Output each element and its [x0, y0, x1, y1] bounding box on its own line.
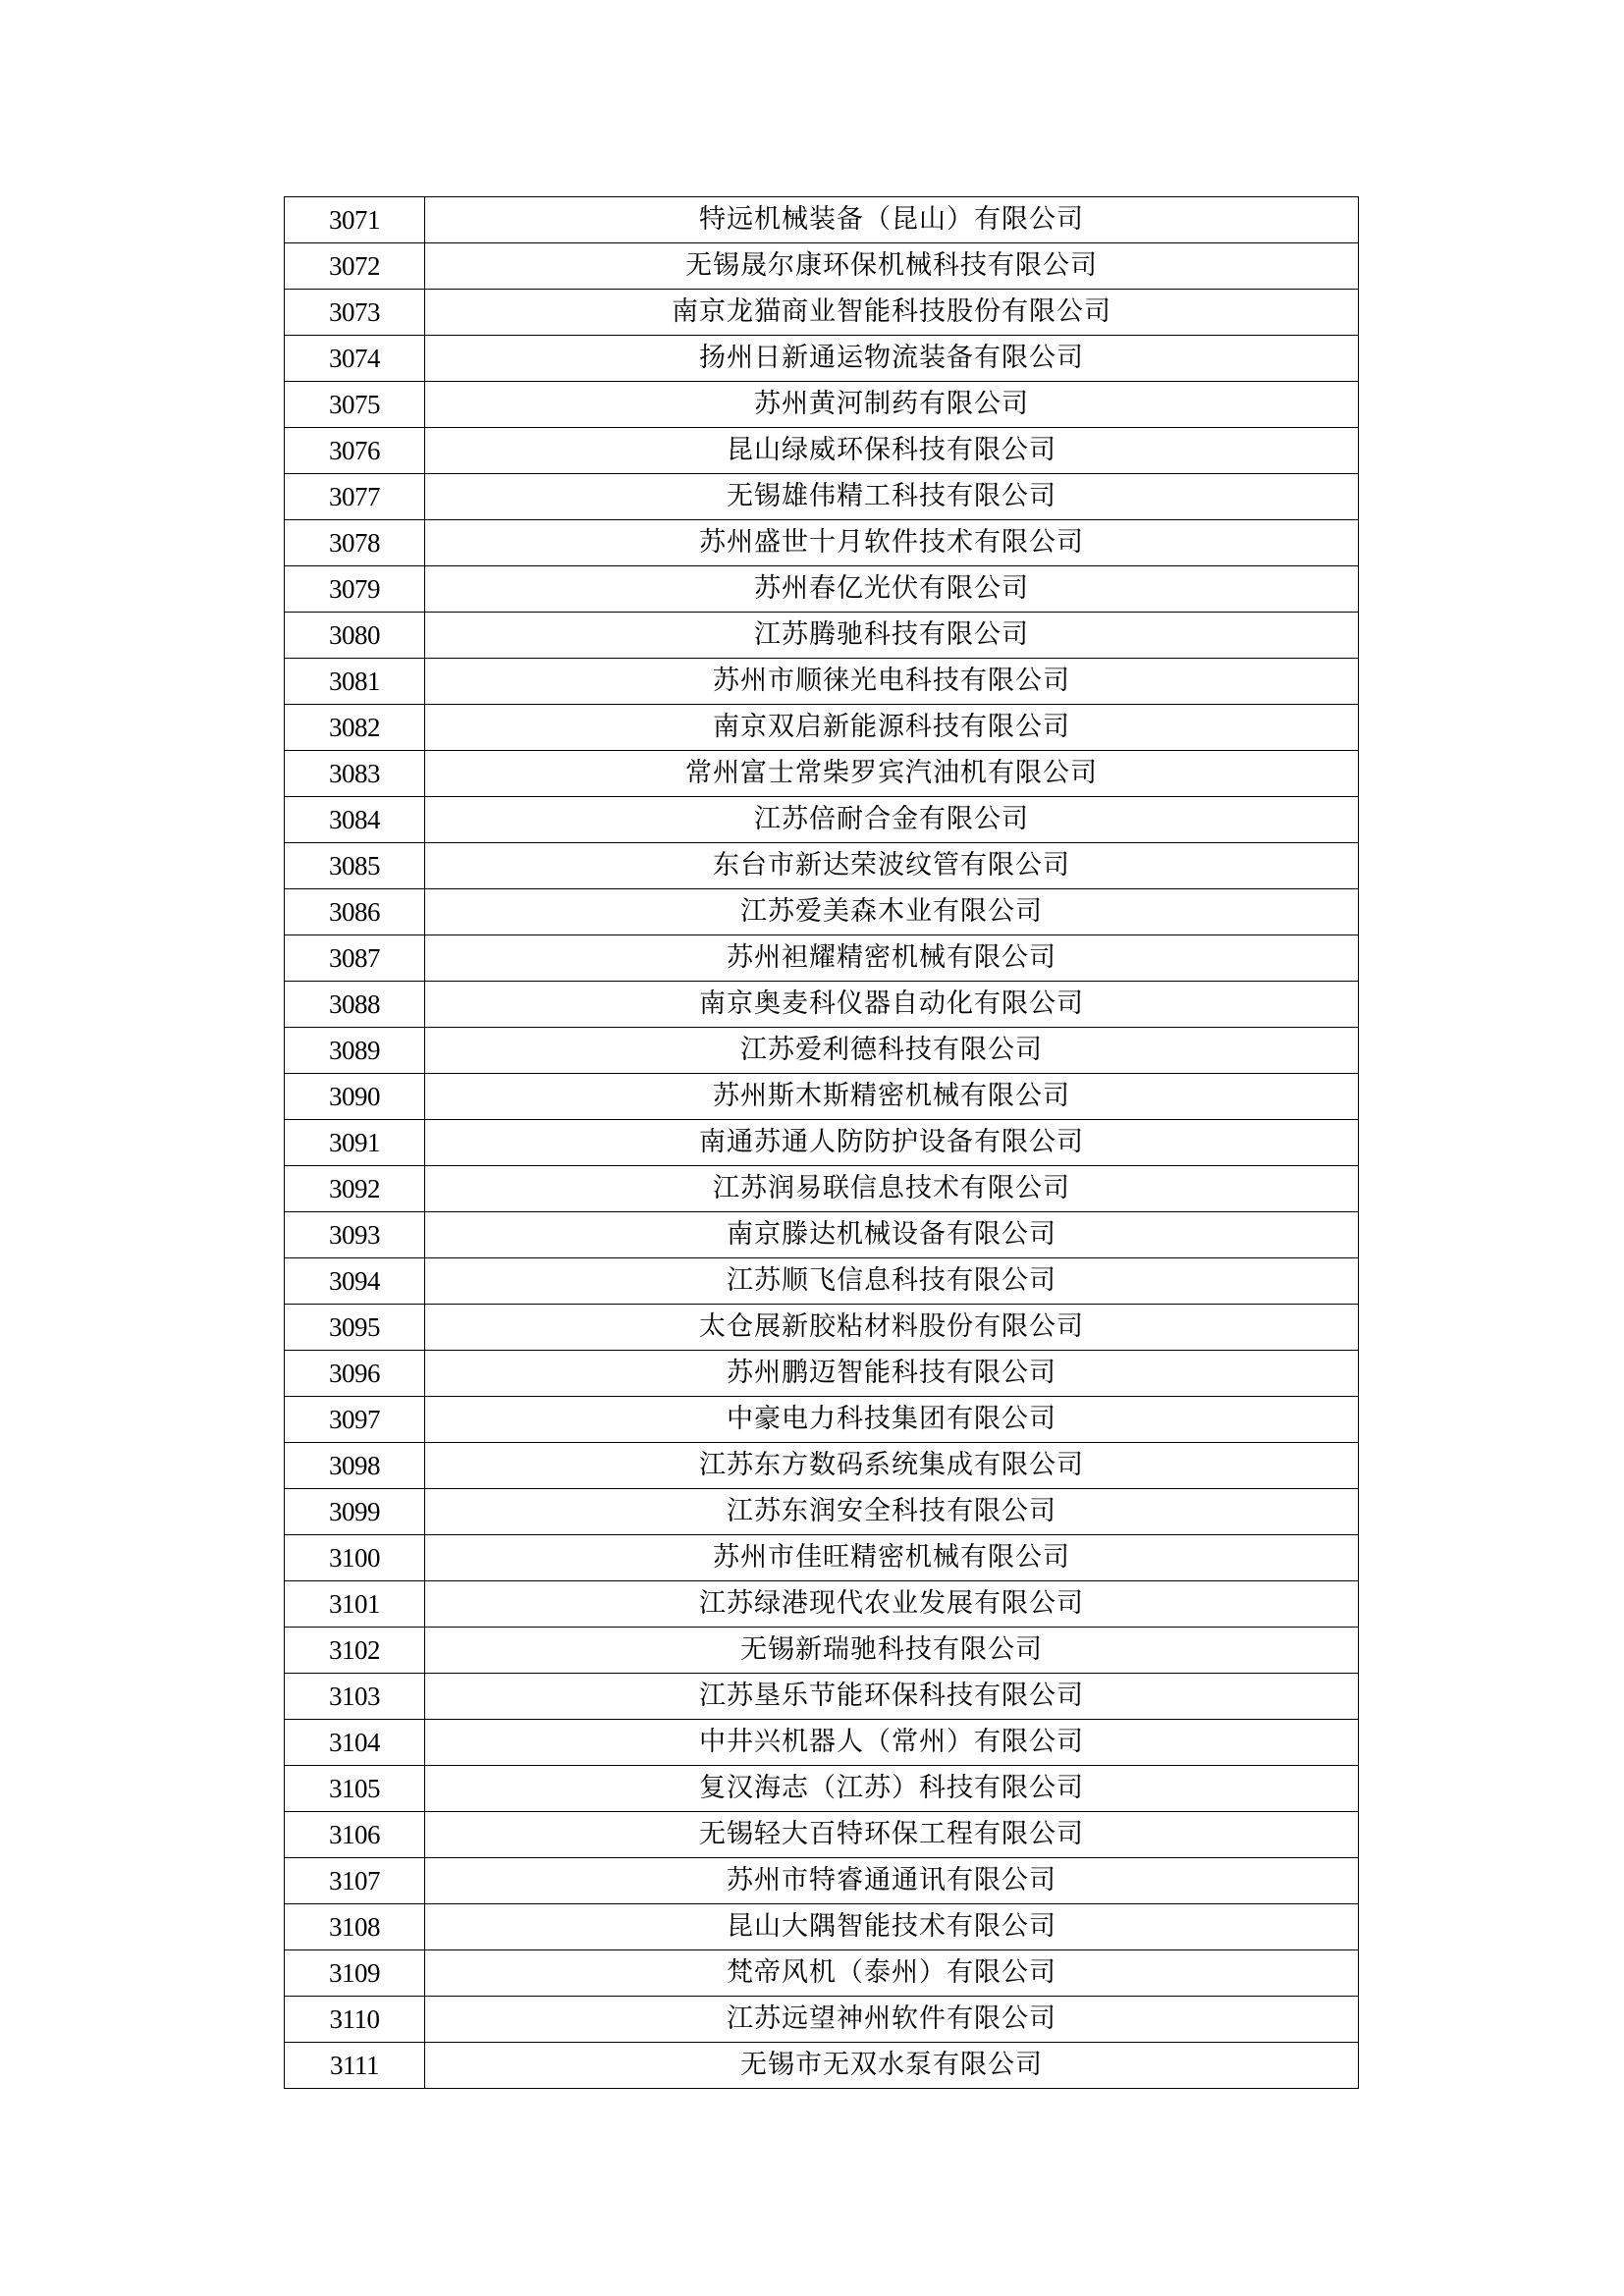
row-number: 3077	[285, 474, 425, 520]
table-row	[285, 566, 1359, 613]
company-name: 特远机械装备（昆山）有限公司	[425, 197, 1359, 243]
table-row	[285, 1904, 1359, 1950]
row-number: 3100	[285, 1535, 425, 1581]
table-row	[285, 1766, 1359, 1812]
table-row	[285, 1351, 1359, 1397]
table-row	[285, 1812, 1359, 1858]
company-name: 江苏爱利德科技有限公司	[425, 1028, 1359, 1074]
row-number: 3088	[285, 982, 425, 1028]
table-row	[285, 797, 1359, 843]
row-number: 3102	[285, 1628, 425, 1674]
company-name: 江苏倍耐合金有限公司	[425, 797, 1359, 843]
row-number: 3105	[285, 1766, 425, 1812]
row-number: 3094	[285, 1258, 425, 1305]
company-name: 江苏顺飞信息科技有限公司	[425, 1258, 1359, 1305]
table-row	[285, 1258, 1359, 1305]
company-name: 江苏绿港现代农业发展有限公司	[425, 1581, 1359, 1628]
row-number: 3074	[285, 336, 425, 382]
table-row	[285, 1628, 1359, 1674]
company-name: 江苏垦乐节能环保科技有限公司	[425, 1674, 1359, 1720]
row-number: 3104	[285, 1720, 425, 1766]
company-name: 苏州盛世十月软件技术有限公司	[425, 520, 1359, 566]
table-row	[285, 751, 1359, 797]
company-name: 复汉海志（江苏）科技有限公司	[425, 1766, 1359, 1812]
company-name: 苏州斯木斯精密机械有限公司	[425, 1074, 1359, 1120]
company-name: 无锡新瑞驰科技有限公司	[425, 1628, 1359, 1674]
table-row	[285, 197, 1359, 243]
table-row	[285, 290, 1359, 336]
company-name: 南京龙猫商业智能科技股份有限公司	[425, 290, 1359, 336]
table-row	[285, 1074, 1359, 1120]
row-number: 3076	[285, 428, 425, 474]
table-row	[285, 1212, 1359, 1258]
row-number: 3072	[285, 243, 425, 290]
table-row	[285, 889, 1359, 935]
row-number: 3071	[285, 197, 425, 243]
table-row	[285, 1120, 1359, 1166]
company-name: 无锡轻大百特环保工程有限公司	[425, 1812, 1359, 1858]
table-row	[285, 1997, 1359, 2043]
table-row	[285, 428, 1359, 474]
company-name: 东台市新达荣波纹管有限公司	[425, 843, 1359, 889]
row-number: 3082	[285, 705, 425, 751]
row-number: 3073	[285, 290, 425, 336]
company-name: 常州富士常柴罗宾汽油机有限公司	[425, 751, 1359, 797]
company-name: 苏州市特睿通通讯有限公司	[425, 1858, 1359, 1904]
table-body	[285, 197, 1359, 2089]
row-number: 3110	[285, 1997, 425, 2043]
company-name: 苏州春亿光伏有限公司	[425, 566, 1359, 613]
company-name: 昆山大隅智能技术有限公司	[425, 1904, 1359, 1950]
company-name: 无锡市无双水泵有限公司	[425, 2043, 1359, 2089]
row-number: 3091	[285, 1120, 425, 1166]
table-row	[285, 659, 1359, 705]
row-number: 3089	[285, 1028, 425, 1074]
row-number: 3111	[285, 2043, 425, 2089]
row-number: 3085	[285, 843, 425, 889]
company-name: 中豪电力科技集团有限公司	[425, 1397, 1359, 1443]
row-number: 3081	[285, 659, 425, 705]
table-row	[285, 1443, 1359, 1489]
company-name: 江苏腾驰科技有限公司	[425, 613, 1359, 659]
row-number: 3098	[285, 1443, 425, 1489]
row-number: 3095	[285, 1305, 425, 1351]
company-name: 江苏润易联信息技术有限公司	[425, 1166, 1359, 1212]
table-row	[285, 1489, 1359, 1535]
table-row	[285, 705, 1359, 751]
row-number: 3108	[285, 1904, 425, 1950]
table-row	[285, 1305, 1359, 1351]
row-number: 3087	[285, 935, 425, 982]
table-row	[285, 1028, 1359, 1074]
company-name: 南京双启新能源科技有限公司	[425, 705, 1359, 751]
company-name: 无锡晟尔康环保机械科技有限公司	[425, 243, 1359, 290]
company-name: 太仓展新胶粘材料股份有限公司	[425, 1305, 1359, 1351]
company-name: 南通苏通人防防护设备有限公司	[425, 1120, 1359, 1166]
company-name: 苏州袒耀精密机械有限公司	[425, 935, 1359, 982]
row-number: 3078	[285, 520, 425, 566]
table-row	[285, 1166, 1359, 1212]
company-name: 江苏远望神州软件有限公司	[425, 1997, 1359, 2043]
row-number: 3090	[285, 1074, 425, 1120]
company-name: 中井兴机器人（常州）有限公司	[425, 1720, 1359, 1766]
row-number: 3103	[285, 1674, 425, 1720]
row-number: 3093	[285, 1212, 425, 1258]
table-row	[285, 982, 1359, 1028]
company-name: 南京滕达机械设备有限公司	[425, 1212, 1359, 1258]
row-number: 3080	[285, 613, 425, 659]
row-number: 3084	[285, 797, 425, 843]
table-row	[285, 935, 1359, 982]
table-row	[285, 382, 1359, 428]
row-number: 3086	[285, 889, 425, 935]
company-name: 昆山绿威环保科技有限公司	[425, 428, 1359, 474]
table-row	[285, 1397, 1359, 1443]
company-name: 江苏东润安全科技有限公司	[425, 1489, 1359, 1535]
row-number: 3109	[285, 1950, 425, 1997]
table-row	[285, 1674, 1359, 1720]
company-name: 南京奥麦科仪器自动化有限公司	[425, 982, 1359, 1028]
company-name: 江苏东方数码系统集成有限公司	[425, 1443, 1359, 1489]
table-row	[285, 1535, 1359, 1581]
row-number: 3096	[285, 1351, 425, 1397]
table-row	[285, 843, 1359, 889]
row-number: 3099	[285, 1489, 425, 1535]
row-number: 3079	[285, 566, 425, 613]
table-row	[285, 613, 1359, 659]
table-row	[285, 1720, 1359, 1766]
table-row	[285, 520, 1359, 566]
company-name: 苏州市顺徕光电科技有限公司	[425, 659, 1359, 705]
table-row	[285, 243, 1359, 290]
company-name: 无锡雄伟精工科技有限公司	[425, 474, 1359, 520]
row-number: 3092	[285, 1166, 425, 1212]
company-name: 苏州鹏迈智能科技有限公司	[425, 1351, 1359, 1397]
company-name: 扬州日新通运物流装备有限公司	[425, 336, 1359, 382]
table-row	[285, 1858, 1359, 1904]
company-name: 苏州黄河制药有限公司	[425, 382, 1359, 428]
row-number: 3106	[285, 1812, 425, 1858]
table-row	[285, 1950, 1359, 1997]
row-number: 3097	[285, 1397, 425, 1443]
row-number: 3107	[285, 1858, 425, 1904]
company-list-table	[284, 196, 1359, 2089]
row-number: 3075	[285, 382, 425, 428]
company-name: 苏州市佳旺精密机械有限公司	[425, 1535, 1359, 1581]
row-number: 3083	[285, 751, 425, 797]
table-row	[285, 2043, 1359, 2089]
company-name: 江苏爱美森木业有限公司	[425, 889, 1359, 935]
row-number: 3101	[285, 1581, 425, 1628]
table-row	[285, 474, 1359, 520]
company-name: 梵帝风机（泰州）有限公司	[425, 1950, 1359, 1997]
table-row	[285, 336, 1359, 382]
table-row	[285, 1581, 1359, 1628]
